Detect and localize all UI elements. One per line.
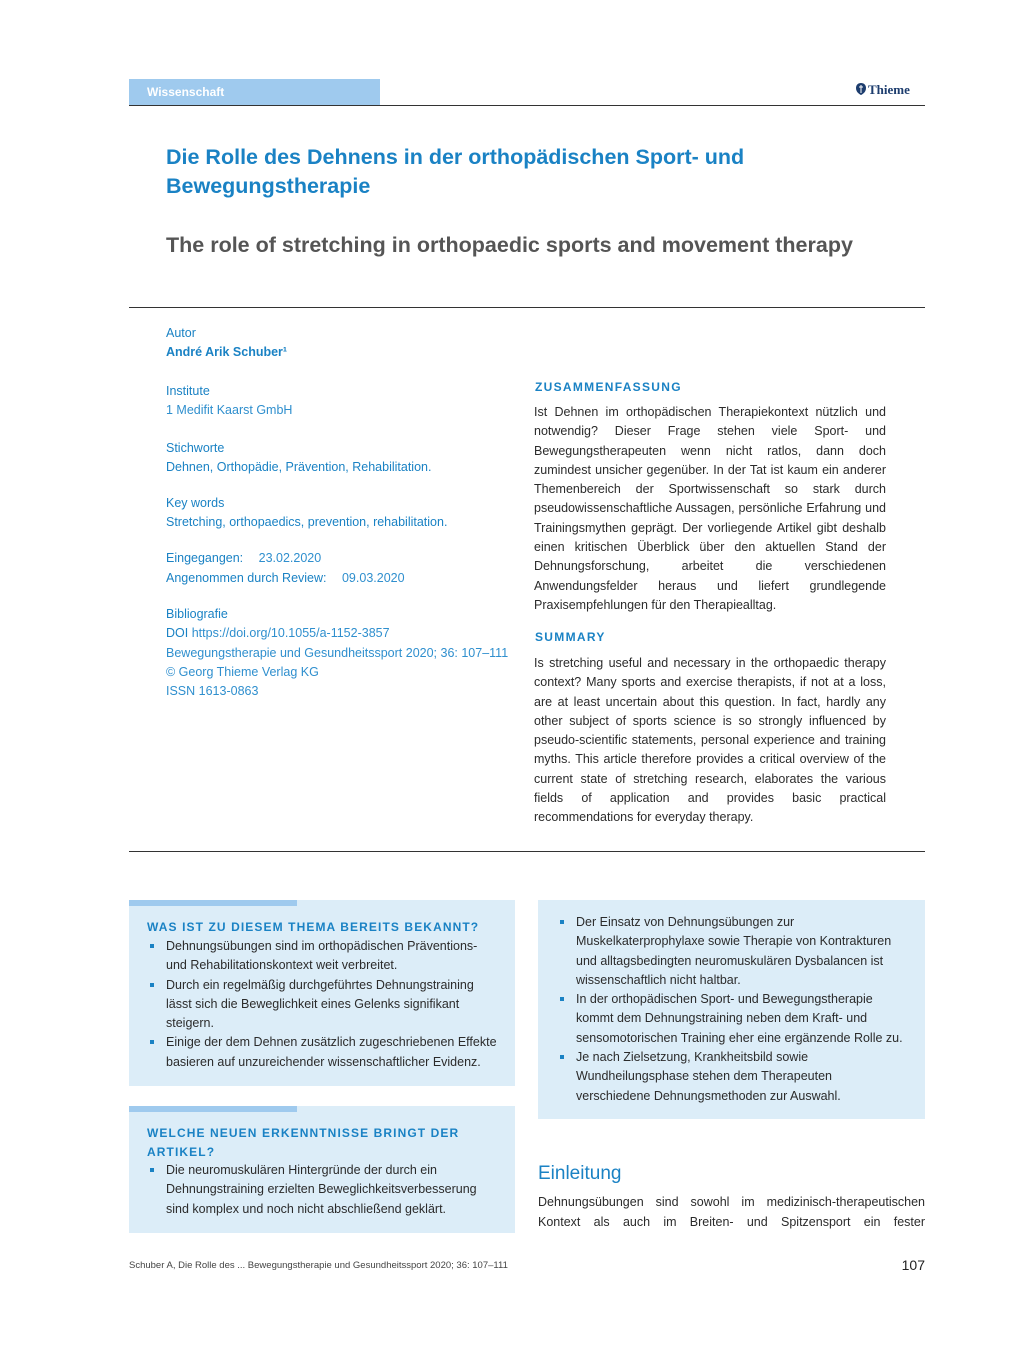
section-heading-einleitung: Einleitung xyxy=(538,1163,622,1184)
keywords-en-label: Key words xyxy=(166,495,225,510)
issn: ISSN 1613-0863 xyxy=(166,684,259,699)
page-number: 107 xyxy=(901,1257,925,1273)
summary-heading: SUMMARY xyxy=(535,630,606,644)
box-key-points-continued xyxy=(538,900,925,1119)
received-date: 23.02.2020 xyxy=(258,551,322,566)
received-label: Eingegangen: xyxy=(166,551,244,566)
keywords-de: Dehnen, Orthopädie, Prävention, Rehabilitation. xyxy=(166,460,432,475)
doi-row xyxy=(166,624,526,643)
institute-label: Institute xyxy=(166,383,210,398)
keywords-de-label: Stichworte xyxy=(166,441,225,456)
article-info xyxy=(166,324,526,701)
box-accent-bar xyxy=(129,900,297,906)
summary-text: Is stretching useful and necessary in the orthopaedic therapy context? Many sports and exercise therapists, if not at a loss, are at least uncertain about this question. In fact, hardly any other subject of sports science is so strongly influenced by pseudo-scientific statements, personal experience and training myths. This article therefore provides a critical overview of the current state of stretching research, elaborates the various fields of application and provides basic practical recommendations for everyday therapy. xyxy=(534,656,886,825)
doi-label: DOI xyxy=(166,626,189,641)
list-item: Je nach Zielsetzung, Krankheitsbild sowie Wundheilungsphase stehen dem Therapeuten verschiedene Dehnungsmethoden zur Auswahl. xyxy=(557,1048,907,1106)
title-rule xyxy=(129,307,925,308)
list-item: Der Einsatz von Dehnungsübungen zur Muskelkaterprophylaxe sowie Therapie von Kontrakturen und alltagsbedingten neuromuskulären Dysbalancen ist wissenschaftlich nicht haltbar. xyxy=(557,913,907,990)
doi-link[interactable]: https://doi.org/10.1055/a-1152-3857 xyxy=(191,626,390,641)
box-already-known xyxy=(129,900,515,1086)
bibliography-label: Bibliografie xyxy=(166,606,228,621)
list-item: In der orthopädischen Sport- und Bewegungstherapie kommt dem Dehnungstraining neben dem Kraft- und sensomotorischen Training eher eine ergänzende Rolle zu. xyxy=(557,990,907,1048)
einleitung-text: Dehnungsübungen sind sowohl im medizinisch-therapeutischen Kontext als auch im Breiten- und Spitzensport ein fester xyxy=(538,1195,925,1229)
list-item: Dehnungsübungen sind im orthopädischen Präventions- und Rehabilitationskontext weit verbreitet. xyxy=(147,937,499,976)
box-known-list xyxy=(147,937,499,1072)
list-item: Einige der dem Dehnen zusätzlich zugeschriebenen Effekte basieren auf unzureichender wissenschaftlicher Evidenz. xyxy=(147,1033,499,1072)
box-known-heading: WAS IST ZU DIESEM THEMA BEREITS BEKANNT? xyxy=(147,920,480,934)
accepted-label: Angenommen durch Review: xyxy=(166,570,327,585)
box-accent-bar xyxy=(129,1106,297,1112)
box-new-heading: WELCHE NEUEN ERKENNTNISSE BRINGT DER ARTIKEL? xyxy=(147,1126,460,1159)
received-row xyxy=(166,549,526,568)
publisher-logo xyxy=(856,82,910,98)
publisher-name: Thieme xyxy=(868,82,910,97)
box-new-findings xyxy=(129,1106,515,1233)
list-item: Die neuromuskulären Hintergründe der durch ein Dehnungstraining erzielten Beweglichkeitsverbesserung sind komplex und noch nicht abschließend geklärt. xyxy=(147,1161,499,1219)
accepted-row xyxy=(166,569,526,588)
thieme-emblem-icon xyxy=(856,83,866,95)
header-rule xyxy=(129,105,925,106)
journal-citation: Bewegungstherapie und Gesundheitssport 2020; 36: 107–111 xyxy=(166,645,509,660)
footer-citation: Schuber A, Die Rolle des ... Bewegungstherapie und Gesundheitssport 2020; 36: 107–111 xyxy=(129,1260,508,1271)
abstract-rule xyxy=(129,851,925,852)
keywords-en: Stretching, orthopaedics, prevention, rehabilitation. xyxy=(166,515,448,530)
box-new-list xyxy=(147,1161,499,1219)
article-title-german: Die Rolle des Dehnens in der orthopädischen Sport- und Bewegungstherapie xyxy=(166,145,745,198)
accepted-date: 09.03.2020 xyxy=(341,570,405,585)
list-item: Durch ein regelmäßig durchgeführtes Dehnungstraining lässt sich die Beweglichkeit eines Gelenks signifikant steigern. xyxy=(147,976,499,1034)
section-tag: Wissenschaft xyxy=(129,79,380,106)
author-label: Autor xyxy=(166,326,196,340)
copyright: © Georg Thieme Verlag KG xyxy=(166,664,319,679)
zusammenfassung-heading: ZUSAMMENFASSUNG xyxy=(535,380,682,394)
box-right-list xyxy=(557,913,907,1106)
author-name: André Arik Schuber¹ xyxy=(166,345,288,360)
institute-name: 1 Medifit Kaarst GmbH xyxy=(166,402,293,417)
zusammenfassung-text: Ist Dehnen im orthopädischen Therapiekontext nützlich und notwendig? Dieser Frage stehen viele Sport- und Bewegungstherapeuten wenn nicht ratlos, dann doch zumindest unsicher gegenüber. In der Tat ist kaum ein anderer Themenbereich der Sportwissenschaft so stark durch pseudowissenschaftliche Aussagen, persönliche Erfahrung und Trainingsmythen geprägt. Der vorliegende Artikel gibt deshalb einen kritischen Überblick über den aktuellen Stand der Dehnungsforschung, arbeitet die verschiedenen Anwendungsfelder heraus und liefert grundlegende Praxisempfehlungen für den Therapiealltag. xyxy=(534,405,886,612)
article-title-english: The role of stretching in orthopaedic sports and movement therapy xyxy=(166,233,853,257)
